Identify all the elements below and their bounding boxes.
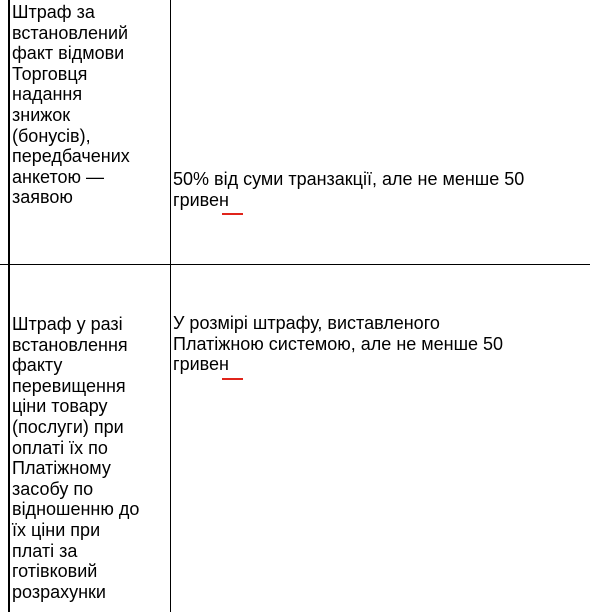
table-left-border [8,0,10,612]
penalty-condition-cell: Штраф за встановлений факт відмови Торговця надання знижок (бонусів), передбачених анкетою — заявою [12,2,130,208]
table-column-divider [170,0,171,612]
table-row-divider [0,264,590,265]
spellcheck-underline[interactable] [222,213,243,215]
penalty-amount-cell: 50% від суми транзакції, але не менше 50 гривен [173,169,525,210]
spellcheck-underline[interactable] [222,378,243,380]
penalty-condition-cell: Штраф у разі встановлення факту перевищення ціни товару (послуги) при оплаті їх по Платіжному засобу по відношенню до їх ціни при платі за готівковий розрахунки [12,314,140,602]
penalty-amount-cell: У розмірі штрафу, виставленого Платіжною системою, але не менше 50 гривен [173,313,504,375]
